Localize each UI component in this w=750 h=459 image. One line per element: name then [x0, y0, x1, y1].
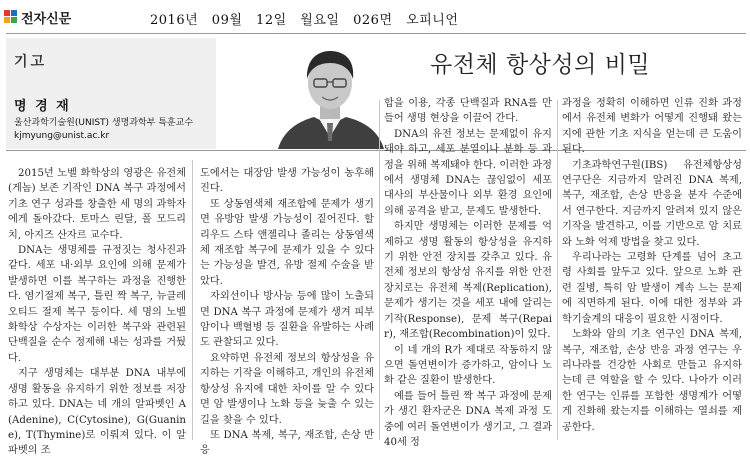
header-rule — [6, 33, 746, 34]
date-weekday: 월요일 — [300, 13, 340, 28]
paragraph: 요약하면 유전체 정보의 항상성을 유지하는 기작을 이해하고, 개인의 유전체 항상성 유지에 대한 차이를 알 수 있다면 암 발생이나 노화 등을 늦출 수 있는 길을 찾을 수 있다. — [200, 352, 374, 426]
brand-name: 전자신문 — [21, 11, 72, 27]
newspaper-header — [0, 0, 750, 34]
article-column-2 — [200, 166, 374, 459]
paragraph: 자외선이나 방사능 등에 많이 노출되면 DNA 복구 과정에 문제가 생겨 피부암이나 백혈병 등 질환을 유발하는 사례도 관찰되고 있다. — [200, 291, 374, 349]
article-headline: 유전체 항상성의 비밀 — [430, 52, 651, 78]
brand-logo — [4, 7, 71, 27]
date-month: 09월 — [211, 13, 243, 28]
date-day: 12일 — [256, 13, 287, 28]
paragraph: 하지만 생명체는 이러한 문제를 억제하고 생명 활동의 항상성을 유지하기 위한 안전 장치를 갖추고 있다. 유전체 정보의 항상성 유지를 위한 안전 장치로는 유전체 복제(Replication), 문제가 생기는 것을 세포 내에 알리는 기작(Response), 문제 복구(Repair), 재조합(Recombination)이 있다. — [384, 221, 552, 341]
paragraph: 또 상동염색체 재조합에 문제가 생기면 유방암 발생 가능성이 짙어진다. 할리우드 스타 앤젤리나 졸리는 상동염색체 재조합 복구에 문제가 있을 수 있다는 가능성을 발견, 유방 절제 수술을 받았다. — [200, 198, 374, 287]
paragraph: DNA는 생명체를 규정짓는 청사진과 같다. 세포 내·외부 요인에 의해 문제가 발생하면 이를 복구하는 과정을 진행한다. 염기절제 복구, 틀린 짝 복구, 뉴클레오티드 절제 복구 등이다. 세 명의 노벨화학상 수상자는 이러한 복구와 관련된 단백질을 순수 정제해 내는 성과를 거뒀다. — [8, 245, 186, 364]
paragraph: 기초과학연구원(IBS) 유전체항상성 연구단은 지금까지 알려진 DNA 복제, 복구, 재조합, 손상 반응을 분자 수준에서 연구한다. 지금까지 알려져 있지 않은 기작을 발견하고, 이를 기반으로 암 치료와 노화 억제 방법을 찾고 있다. — [562, 159, 742, 248]
date-year: 2016년 — [150, 13, 199, 28]
edition-info — [150, 9, 467, 28]
paragraph: 지구 생명체는 대부분 DNA 내부에 생명 활동을 유지하기 위한 정보를 저장하고 있다. DNA는 네 개의 알파벳인 A(Adenine), C(Cytosine), G(Guanine), T(Thymine)로 이뤄져 있다. 이 알파벳의 조 — [8, 368, 186, 457]
author-email: kjmyung@unist.ac.kr — [14, 131, 110, 141]
column-divider — [379, 100, 380, 440]
paragraph: 도에서는 대장암 발생 가능성이 농후해진다. — [200, 168, 374, 195]
paragraph: DNA의 유전 정보는 문제없이 유지돼야 하고, 세포 분열이나 분화 등 과정을 위해 복제돼야 한다. 이러한 과정에서 생명체 DNA는 끊임없이 세포 대사의 부산물이나 외부 환경 요인에 의해 공격을 받고, 문제도 발생한다. — [384, 128, 552, 217]
paragraph: 또 DNA 복제, 복구, 재조합, 손상 반응 — [200, 429, 374, 457]
paragraph: 과정을 정확히 이해하면 인류 진화 과정에서 유전체 변화가 어떻게 진행돼 왔는지에 관한 기초 지식을 얻는데 큰 도움이 된다. — [562, 98, 742, 156]
author-box — [6, 38, 216, 149]
article-column-3 — [384, 96, 552, 450]
page-number: 026면 — [353, 13, 393, 28]
article-column-4 — [562, 96, 742, 435]
paragraph: 2015년 노벨 화학상의 영광은 유전체(게놈) 보존 기작인 DNA 복구 과정에서 기초 연구 성과를 창출한 세 명의 과학자에게 돌아갔다. 토마스 린달, 폴 모드리치, 아지즈 산자르 교수다. — [8, 168, 186, 241]
author-photo — [270, 41, 390, 149]
column-divider — [192, 160, 193, 440]
brand-icon — [4, 10, 18, 24]
author-affiliation: 울산과학기술원(UNIST) 생명과학부 특훈교수 — [14, 118, 194, 128]
paragraph: 노화와 암의 기초 연구인 DNA 복제, 복구, 재조합, 손상 반응 과정 연구는 우리나라를 건강한 사회로 만들고 유지하는데 큰 역할을 할 수 있다. 나아가 이러한 연구는 인류를 포함한 생명계가 어떻게 진화해 왔는지를 이해하는 열쇠를 제공한다. — [562, 329, 742, 433]
column-divider — [557, 100, 558, 440]
paragraph: 합을 이용, 각종 단백질과 RNA를 만들어 생명 현상을 이끌어 간다. — [384, 98, 552, 125]
article-column-1 — [8, 166, 186, 459]
section-label: 기고 — [14, 54, 48, 70]
section-name: 오피니언 — [406, 13, 459, 28]
paragraph: 이 네 개의 R가 제대로 작동하지 않으면 돌연변이가 증가하고, 암이나 노화 같은 질환이 발생한다. — [384, 344, 552, 387]
paragraph: 예를 들어 틀린 짝 복구 과정에 문제가 생긴 환자군은 DNA 복제 과정 도중에 여러 돌연변이가 생기고, 그 결과 40세 정 — [384, 390, 552, 448]
paragraph: 우리나라는 고령화 단계를 넘어 초고령 사회를 앞두고 있다. 앞으로 노화 관련 질병, 특히 암 발생이 계속 느는 문제에 직면하게 된다. 이에 대한 정부와 과학기술계의 대응이 필요한 시점이다. — [562, 252, 742, 325]
author-name: 명 경 재 — [14, 99, 71, 114]
